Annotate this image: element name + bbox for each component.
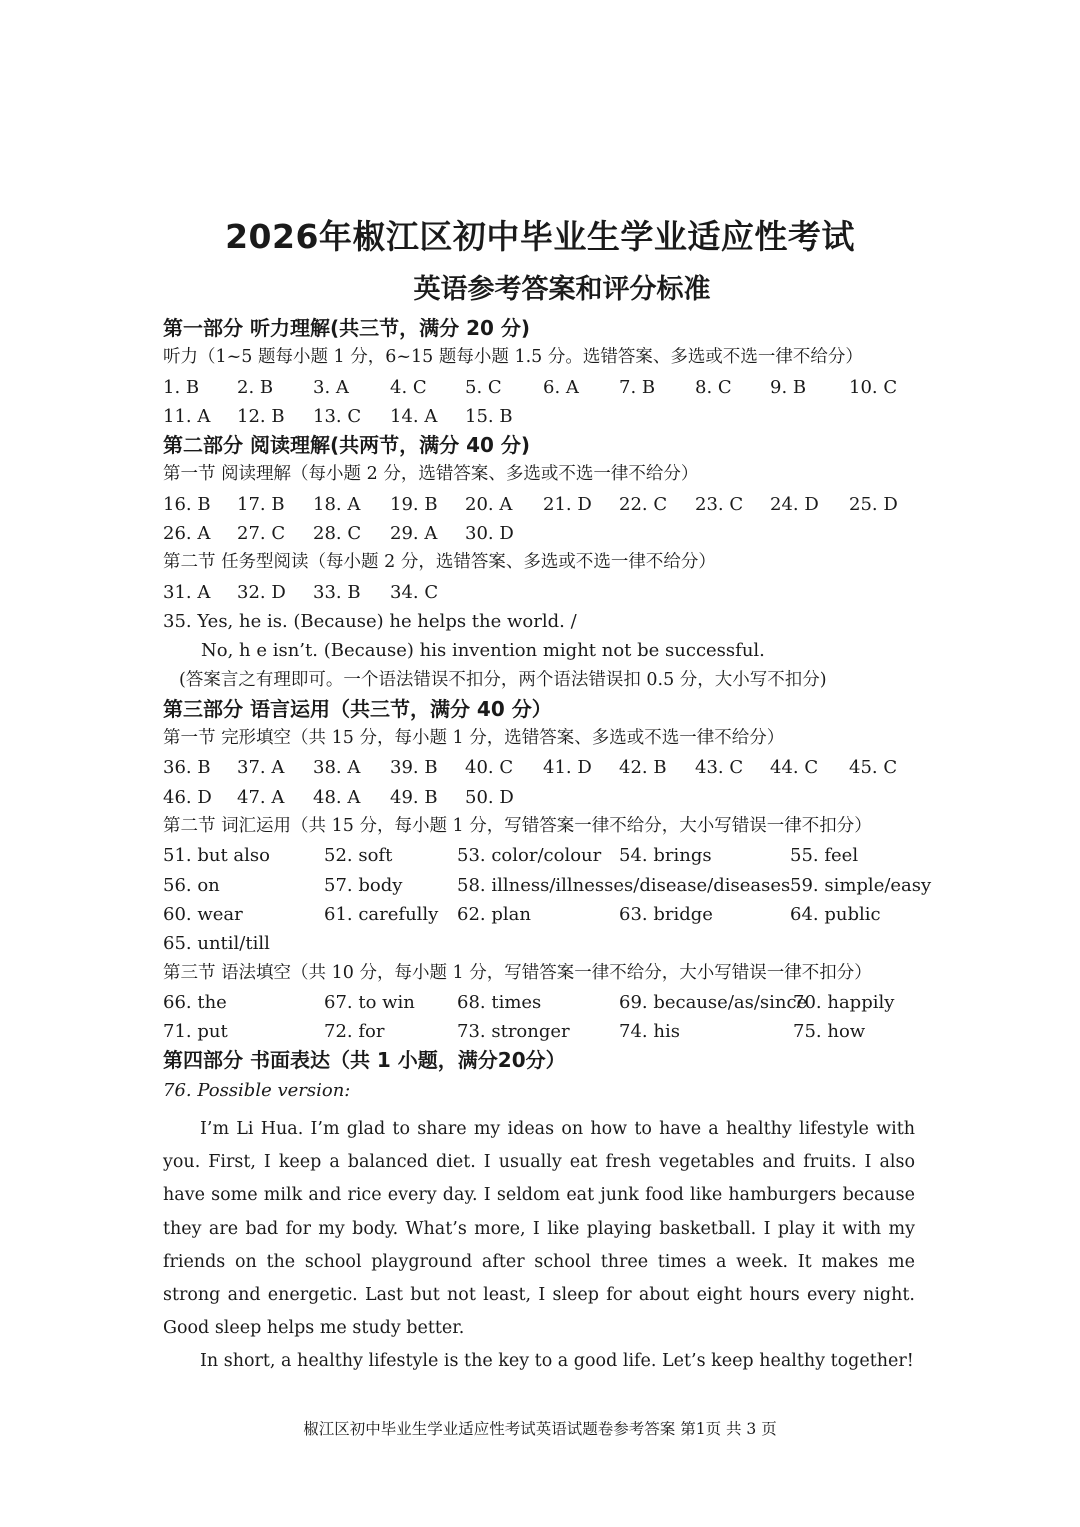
answer-item: 29. A [390, 523, 438, 545]
answer-item: 16. B [163, 493, 211, 515]
answer-item: 26. A [163, 523, 211, 545]
answer-item: 52. soft [324, 845, 393, 867]
answer-item: 13. C [313, 405, 362, 427]
answer-item: 63. bridge [619, 903, 713, 925]
answer-item: 65. until/till [163, 933, 270, 955]
answer-item: 42. B [619, 757, 667, 779]
answer-row [163, 402, 923, 431]
part3-section2-note: 第二节 词汇运用（共 15 分，每小题 1 分，写错答案一律不给分，大小写错误一律不扣分） [163, 816, 872, 837]
answer-item: 72. for [324, 1021, 385, 1043]
answer-row [163, 373, 923, 402]
answer-row [163, 929, 923, 958]
answer-item: 74. his [619, 1021, 680, 1043]
answer-row [163, 841, 923, 870]
answer-item: 55. feel [790, 845, 859, 867]
answer-item: 59. simple/easy [790, 874, 932, 896]
answer-item: 30. D [465, 523, 514, 545]
part1-note: 听力（1~5 题每小题 1 分，6~15 题每小题 1.5 分。选错答案、多选或不选一律不给分） [163, 347, 863, 368]
answer-row [163, 871, 932, 900]
answer-item: 49. B [390, 786, 438, 808]
answer-item: 2. B [237, 376, 274, 398]
answer-item: 46. D [163, 786, 212, 808]
essay-paragraph-1: I’m Li Hua. I’m glad to share my ideas on how to have a healthy lifestyle with you. First, I keep a balanced diet. I usually eat fresh vegetables and fruits. I also have some milk and rice every day. I seldom eat junk food like hamburgers because they are bad for my body. What’s more, I like playing basketball. I play it with my friends on the school playground after school three times a week. It makes me strong and energetic. Last but not least, I sleep for about eight hours every night. Good sleep helps me study better. [163, 1119, 915, 1339]
answer-row [163, 1017, 923, 1046]
answer-item: 6. A [543, 376, 579, 398]
part1-heading: 第一部分 听力理解(共三节，满分 20 分) [163, 316, 531, 340]
answer-item: 14. A [390, 405, 438, 427]
answer-item: 43. C [695, 757, 744, 779]
answer-item: 39. B [390, 757, 438, 779]
answer-item: 60. wear [163, 903, 243, 925]
answer-item: 11. A [163, 405, 211, 427]
answer-item: 61. carefully [324, 903, 439, 925]
answer-item: 9. B [770, 376, 807, 398]
answer-item: 41. D [543, 757, 592, 779]
answer-item: 68. times [457, 991, 542, 1013]
answer-item: 45. C [849, 757, 898, 779]
part3-section1-note: 第一节 完形填空（共 15 分，每小题 1 分，选错答案、多选或不选一律不给分） [163, 728, 785, 749]
part2-section1-note: 第一节 阅读理解（每小题 2 分，选错答案、多选或不选一律不给分） [163, 464, 699, 485]
answer-item: 19. B [390, 493, 438, 515]
answer-item: 12. B [237, 405, 285, 427]
answer-item: 75. how [793, 1021, 866, 1043]
answer-row [163, 753, 923, 782]
answer-item: 69. because/as/since [619, 991, 808, 1013]
answer-item: 54. brings [619, 845, 712, 867]
answer-row [163, 519, 923, 548]
answer-item: 21. D [543, 493, 592, 515]
answer-item: 66. the [163, 991, 227, 1013]
answer-item: 36. B [163, 757, 211, 779]
answer-item: 22. C [619, 493, 668, 515]
answer-item: 28. C [313, 523, 362, 545]
page-footer: 椒江区初中毕业生学业适应性考试英语试题卷参考答案 第1页 共 3 页 [303, 1420, 777, 1438]
answer-item: 31. A [163, 581, 211, 603]
q35-scoring-note: (答案言之有理即可。一个语法错误不扣分，两个语法错误扣 0.5 分，大小写不扣分) [179, 669, 827, 690]
answer-item: 20. A [465, 493, 513, 515]
answer-item: 58. illness/illnesses/disease/diseases [457, 874, 791, 896]
answer-row [163, 900, 923, 929]
answer-item: 56. on [163, 874, 220, 896]
part2-section2-note: 第二节 任务型阅读（每小题 2 分，选错答案、多选或不选一律不给分） [163, 552, 716, 573]
answer-row [163, 783, 923, 812]
answer-item: 70. happily [793, 991, 895, 1013]
answer-item: 10. C [849, 376, 898, 398]
answer-item: 33. B [313, 581, 361, 603]
answer-content [163, 314, 932, 1105]
answer-item: 73. stronger [457, 1021, 570, 1043]
answer-item: 34. C [390, 581, 439, 603]
part4-heading: 第四部分 书面表达（共 1 小题，满分20分） [163, 1048, 566, 1073]
answer-item: 37. A [237, 757, 285, 779]
answer-item: 62. plan [457, 903, 531, 925]
answer-item: 67. to win [324, 991, 415, 1013]
q35-answer-line1: 35. Yes, he is. (Because) he helps the world. / [163, 610, 577, 632]
answer-item: 53. color/colour [457, 845, 602, 867]
model-essay [163, 1113, 915, 1379]
answer-item: 1. B [163, 376, 200, 398]
answer-item: 15. B [465, 405, 513, 427]
answer-item: 24. D [770, 493, 819, 515]
answer-item: 4. C [390, 376, 427, 398]
answer-row [163, 988, 923, 1017]
answer-item: 18. A [313, 493, 361, 515]
essay-label: 76. Possible version: [163, 1079, 351, 1101]
answer-item: 40. C [465, 757, 514, 779]
answer-row [163, 578, 923, 607]
answer-item: 71. put [163, 1021, 228, 1043]
page-title: 2026年椒江区初中毕业生学业适应性考试 [225, 217, 855, 256]
answer-row [163, 490, 923, 519]
q35-answer-line2: No, h e isn’t. (Because) his invention might not be successful. [201, 640, 765, 662]
answer-item: 27. C [237, 523, 286, 545]
answer-item: 7. B [619, 376, 656, 398]
answer-item: 25. D [849, 493, 898, 515]
answer-item: 57. body [324, 874, 403, 896]
part3-heading: 第三部分 语言运用（共三节，满分 40 分） [163, 696, 552, 721]
answer-item: 50. D [465, 786, 514, 808]
answer-item: 5. C [465, 376, 502, 398]
answer-item: 32. D [237, 581, 286, 603]
answer-item: 38. A [313, 757, 361, 779]
answer-item: 44. C [770, 757, 819, 779]
answer-item: 3. A [313, 376, 349, 398]
answer-item: 51. but also [163, 845, 270, 867]
essay-paragraph-2: In short, a healthy lifestyle is the key to a good life. Let’s keep healthy together! [200, 1351, 914, 1372]
answer-item: 23. C [695, 493, 744, 515]
part2-heading: 第二部分 阅读理解(共两节，满分 40 分) [163, 433, 531, 458]
answer-item: 17. B [237, 493, 285, 515]
answer-item: 48. A [313, 786, 361, 808]
answer-item: 8. C [695, 376, 732, 398]
answer-item: 47. A [237, 786, 285, 808]
page-subtitle: 英语参考答案和评分标准 [413, 274, 711, 305]
answer-item: 64. public [790, 903, 881, 925]
part3-section3-note: 第三节 语法填空（共 10 分，每小题 1 分，写错答案一律不给分，大小写错误一律不扣分） [163, 962, 872, 983]
